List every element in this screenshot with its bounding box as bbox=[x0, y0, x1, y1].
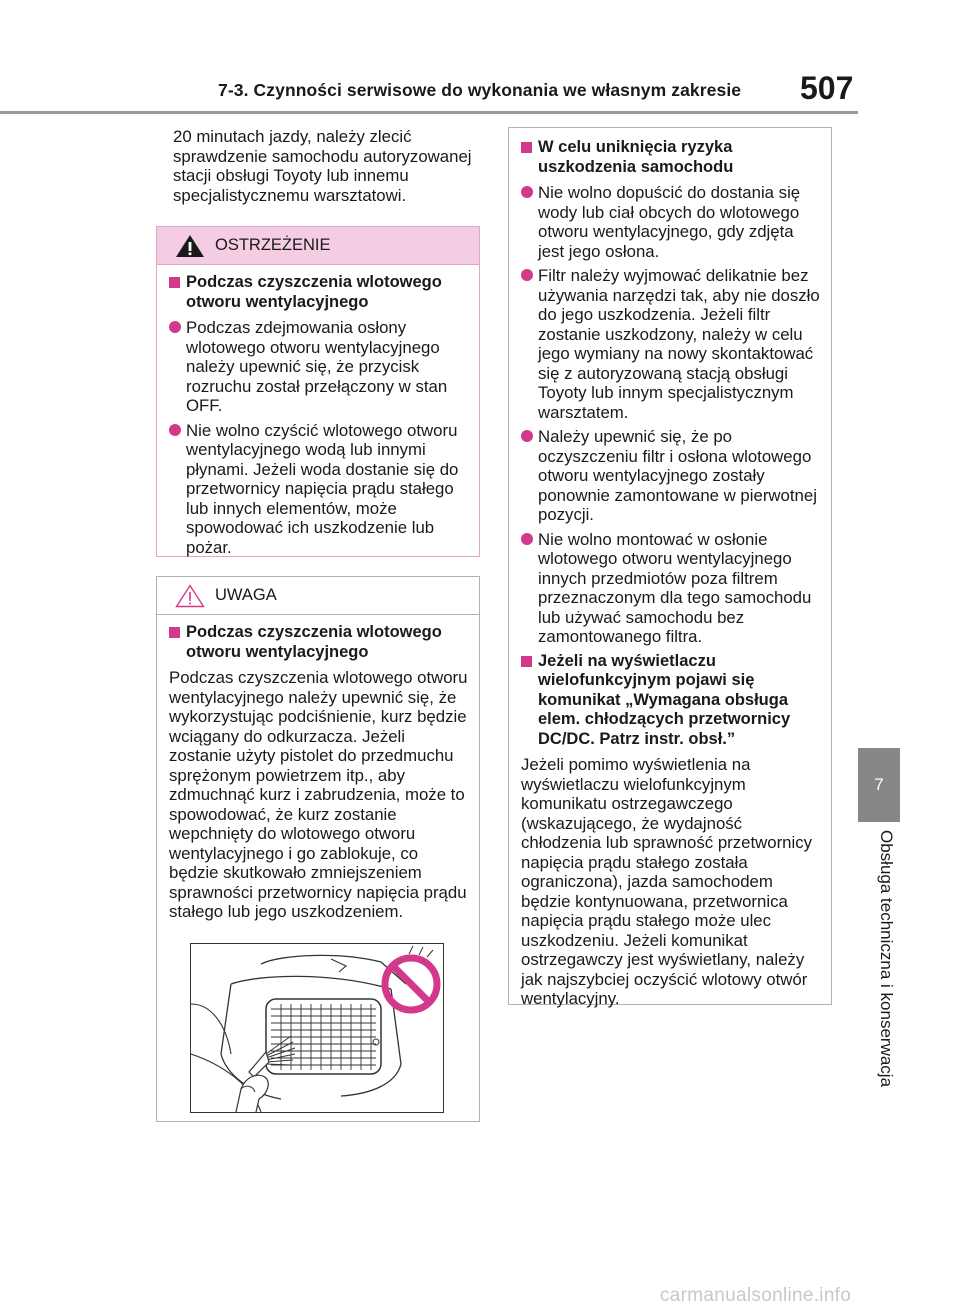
caution-paragraph: Podczas czyszczenia wlotowego otworu wentylacyjnego należy upewnić się, że wykorzystując podciśnienie, kurz będzie wciągany do odkurzacza. Jeżeli zostanie użyty pistolet do przedmuchu sprężonym powietrzem itp., aby zdmuchnąć kurz i zabrudzenia, może to spowodować, że kurz zostanie wepchnięty do wlotowego otworu wentylacyjnego i go zablokuje, co będzie skutkowało zmniejszeniem sprawności przetwornicy napięcia prądu stałego lub jego uszkodzeniem. bbox=[169, 668, 468, 921]
circle-bullet-icon bbox=[521, 430, 533, 442]
vehicle-damage-subheading-text: W celu uniknięcia ryzyka uszkodzenia samochodu bbox=[538, 138, 734, 176]
circle-bullet-icon bbox=[521, 269, 533, 281]
list-item bbox=[169, 421, 469, 558]
chapter-tab: 7 bbox=[858, 748, 900, 822]
message-subheading bbox=[521, 652, 821, 750]
circle-bullet-icon bbox=[169, 424, 181, 436]
warning-box bbox=[156, 226, 480, 557]
caution-subheading bbox=[169, 623, 469, 662]
square-bullet-icon bbox=[521, 656, 532, 667]
vehicle-damage-box bbox=[508, 127, 832, 1008]
caution-subheading-text: Podczas czyszczenia wlotowego otworu wentylacyjnego bbox=[186, 623, 442, 661]
chapter-side-label: Obsługa techniczna i konserwacja bbox=[877, 830, 896, 1088]
message-subheading-text: Jeżeli na wyświetlaczu wielofunkcyjnym pojawi się komunikat „Wymagana obsługa elem. chłodzących przetwornicy DC/DC. Patrz instr. obsł.” bbox=[538, 651, 791, 748]
warning-subheading bbox=[169, 273, 469, 312]
warning-box-header bbox=[157, 227, 479, 265]
square-bullet-icon bbox=[169, 277, 180, 288]
message-paragraph: Jeżeli pomimo wyświetlenia na wyświetlaczu wielofunkcyjnym komunikatu ostrzegawczego (wskazującego, że wydajność chłodzenia lub sprawność przetwornicy napięcia prądu stałego została ograniczona), jazda samochodem będzie kontynuowana, przetwornica napięcia prądu stałego może ulec uszkodzeniu. Jeżeli komunikat ostrzegawczy jest wyświetlany, należy jak najszybciej oczyścić wlotowy otwór wentylacyjny. bbox=[521, 755, 813, 1008]
intro-paragraph: 20 minutach jazdy, należy zlecić sprawdzenie samochodu autoryzowanej stacji obsługi Toyoty lub innemu specjalistycznemu warsztatowi. bbox=[173, 127, 472, 205]
list-item bbox=[521, 530, 821, 647]
header-divider bbox=[0, 111, 858, 114]
caution-box-header bbox=[157, 577, 479, 615]
list-item-text: Nie wolno montować w osłonie wlotowego otworu wentylacyjnego innych przedmiotów poza filtrem przeznaczonym dla tego samochodu lub używać samochodu bez zamontowanego filtra. bbox=[538, 529, 812, 646]
list-item-text: Należy upewnić się, że po oczyszczeniu filtr i osłona wlotowego otworu wentylacyjnego zostały ponownie zamontowane w pierwotnej pozycji. bbox=[538, 427, 817, 524]
list-item-text: Filtr należy wyjmować delikatnie bez używania narzędzi tak, aby nie doszło do jego uszkodzenia. Jeżeli filtr zostanie uszkodzony, należy w celu jego wymiany na nowy skontaktować się z autoryzowaną stacją obsługi Toyoty lub innym specjalistycznym warsztatem. bbox=[538, 266, 820, 422]
warning-box-body bbox=[157, 265, 479, 557]
warning-heading: OSTRZEŻENIE bbox=[215, 236, 331, 254]
circle-bullet-icon bbox=[521, 533, 533, 545]
list-item-text: Nie wolno czyścić wlotowego otworu wentylacyjnego wodą lub innymi płynami. Jeżeli woda dostanie się do przetwornicy napięcia prądu stałego lub innych elementów, może spowodować ich uszkodzenie lub pożar. bbox=[186, 420, 459, 557]
warning-triangle-icon bbox=[175, 234, 205, 258]
vent-cleaning-drawing bbox=[191, 944, 443, 1112]
circle-bullet-icon bbox=[169, 321, 181, 333]
vehicle-damage-box-body bbox=[509, 128, 831, 1009]
caution-triangle-icon bbox=[175, 584, 205, 608]
caution-heading: UWAGA bbox=[215, 586, 277, 604]
list-item bbox=[521, 266, 821, 422]
list-item-text: Podczas zdejmowania osłony wlotowego otworu wentylacyjnego należy upewnić się, że przycisk rozruchu został przełączony w stan OFF. bbox=[186, 318, 448, 415]
section-title: 7-3. Czynności serwisowe do wykonania we własnym zakresie bbox=[218, 80, 742, 100]
warning-subheading-text: Podczas czyszczenia wlotowego otworu wentylacyjnego bbox=[186, 273, 442, 311]
vent-cleaning-illustration bbox=[190, 943, 444, 1113]
square-bullet-icon bbox=[521, 142, 532, 153]
footer-watermark-url: carmanualsonline.info bbox=[660, 1285, 852, 1306]
list-item bbox=[521, 427, 821, 525]
caution-box-body bbox=[157, 615, 479, 922]
vehicle-damage-subheading bbox=[521, 138, 821, 177]
list-item bbox=[521, 183, 821, 261]
list-item-text: Nie wolno dopuścić do dostania się wody lub ciał obcych do wlotowego otworu wentylacyjnego, gdy zdjęta jest jego osłona. bbox=[538, 183, 801, 261]
circle-bullet-icon bbox=[521, 186, 533, 198]
square-bullet-icon bbox=[169, 627, 180, 638]
list-item bbox=[169, 318, 469, 416]
page-number: 507 bbox=[800, 70, 854, 106]
caution-box bbox=[156, 576, 480, 1122]
